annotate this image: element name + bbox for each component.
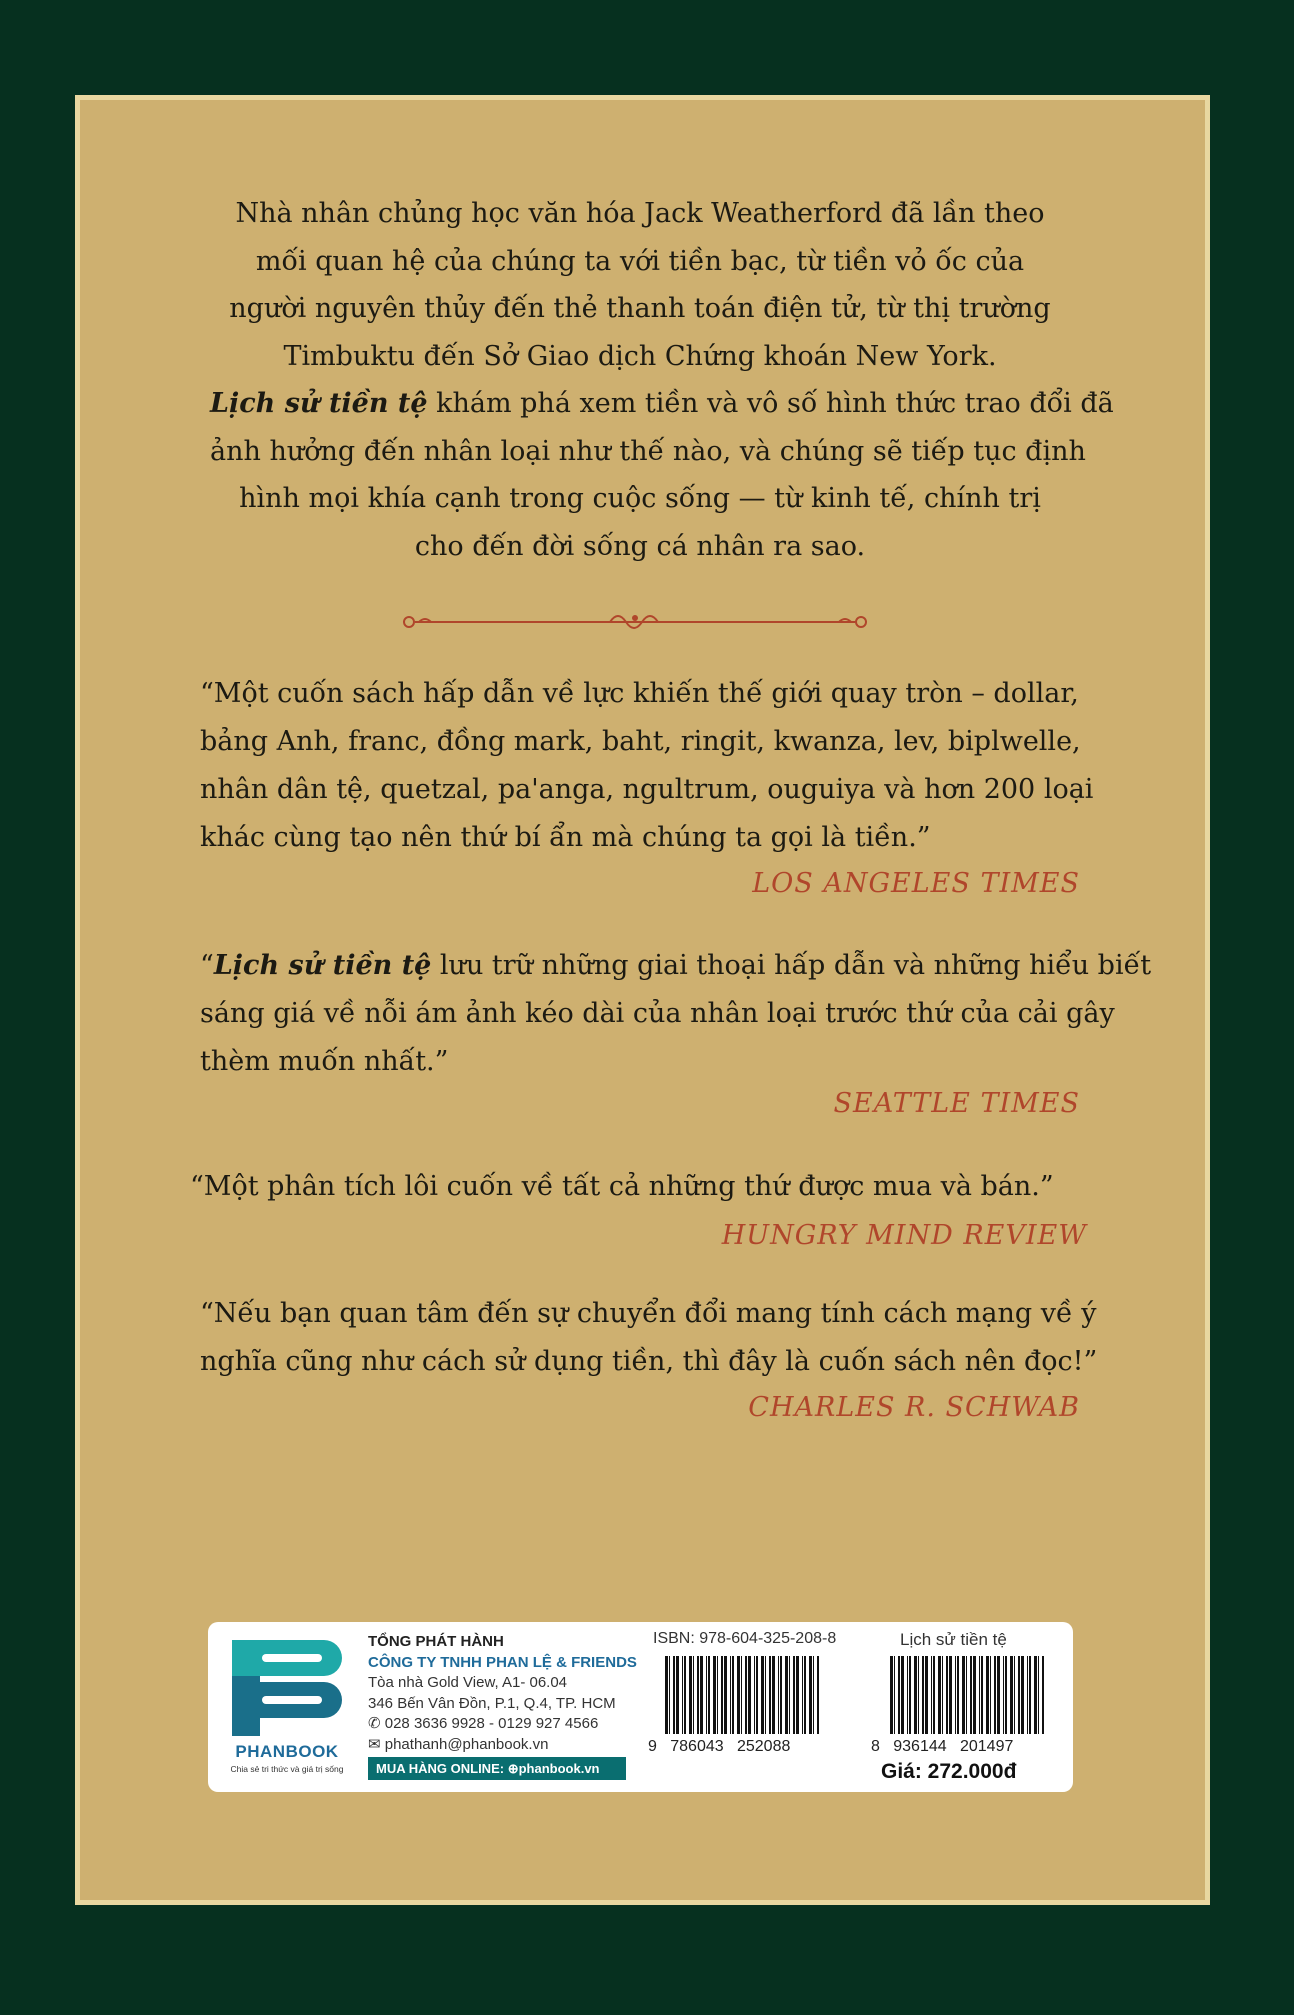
barcode-bar: [933, 1656, 935, 1734]
blurb-line: cho đến đời sống cá nhân ra sao.: [414, 530, 866, 562]
review-line: khác cùng tạo nên thứ bí ẩn mà chúng ta gọi là tiền.”: [200, 822, 931, 853]
barcode-bar: [962, 1656, 965, 1734]
barcode-bar: [909, 1656, 911, 1734]
online-label: MUA HÀNG ONLINE:: [376, 1761, 505, 1776]
barcode-bar: [761, 1656, 764, 1734]
brand-name: PHANBOOK: [235, 1742, 339, 1761]
barcode-bar: [717, 1656, 718, 1734]
barcode-bar: [957, 1656, 959, 1734]
review-source: HUNGRY MIND REVIEW: [721, 1220, 1087, 1251]
blurb-line: Nhà nhân chủng học văn hóa Jack Weatherford đã lần theo: [235, 198, 1045, 229]
product-barcode: [888, 1656, 1048, 1734]
phone-number: 028 3636 9928 - 0129 927 4566: [384, 1715, 599, 1732]
barcode-digit: 936144: [893, 1738, 947, 1755]
review-line: sáng giá về nỗi ám ảnh kéo dài của nhân loại trước thứ của cải gây: [200, 998, 1115, 1029]
barcode-bar: [745, 1656, 747, 1734]
distributor-info: [368, 1632, 637, 1755]
company-name: CÔNG TY TNHH PHAN LỆ & FRIENDS: [368, 1653, 637, 1671]
barcode-bar: [793, 1656, 795, 1734]
mail-icon: ✉: [368, 1735, 385, 1753]
online-shop-banner: [368, 1757, 626, 1780]
barcode-bar: [804, 1656, 806, 1734]
barcode-bar: [817, 1656, 819, 1734]
barcode-bar: [785, 1656, 788, 1734]
barcode-bar: [769, 1656, 771, 1734]
quote-mark: “: [200, 950, 214, 981]
review-line: nghĩa cũng như cách sử dụng tiền, thì đây là cuốn sách nên đọc!”: [200, 1346, 1098, 1377]
barcode-bar: [700, 1656, 703, 1734]
phone-icon: ✆: [368, 1715, 385, 1732]
barcode-bar: [732, 1656, 734, 1734]
address-line: 346 Bến Vân Đồn, P.1, Q.4, TP. HCM: [368, 1694, 616, 1712]
blurb-line: Timbuktu đến Sở Giao dịch Chứng khoán New York.: [283, 340, 997, 372]
barcode-bar: [1038, 1656, 1039, 1734]
blurb-line: [210, 380, 1114, 428]
barcode-bar: [813, 1656, 814, 1734]
barcode-bar: [894, 1656, 895, 1734]
barcode-bar: [665, 1656, 668, 1734]
review-1: [200, 670, 1094, 862]
barcode-bar: [708, 1656, 710, 1734]
phanbook-logo-icon: [222, 1634, 352, 1744]
brand-tagline: Chia sẻ tri thức và giá trị sống: [230, 1764, 344, 1774]
barcode-bar: [997, 1656, 1000, 1734]
barcode-bar: [1042, 1656, 1044, 1734]
review-line: “Một cuốn sách hấp dẫn về lực khiến thế giới quay tròn – dollar,: [200, 678, 1079, 709]
barcode-bar: [986, 1656, 989, 1734]
barcode-bar: [754, 1656, 755, 1734]
blurb-line: mối quan hệ của chúng ta với tiền bạc, từ tiền vỏ ốc của: [255, 245, 1025, 277]
review-line: [200, 942, 1152, 990]
barcode-digit: 8: [871, 1738, 880, 1755]
barcode-bar: [772, 1656, 775, 1734]
barcode-bar: [684, 1656, 686, 1734]
barcode-bar: [673, 1656, 675, 1734]
barcode-bar: [693, 1656, 694, 1734]
blurb-book-title: Lịch sử tiền tệ: [210, 388, 428, 419]
cover-panel: [75, 95, 1210, 1905]
barcode-bar: [898, 1656, 900, 1734]
barcode-digit: 201497: [959, 1738, 1014, 1755]
barcode-bar: [796, 1656, 799, 1734]
review-3: [190, 1163, 1080, 1211]
review-line: thèm muốn nhất.”: [200, 1046, 449, 1077]
barcode-bar: [1029, 1656, 1031, 1734]
barcode-bar: [730, 1656, 731, 1734]
barcode-bar: [706, 1656, 707, 1734]
review-source: LOS ANGELES TIMES: [752, 868, 1080, 899]
blurb-line: ảnh hưởng đến nhân loại như thế nào, và chúng sẽ tiếp tục định: [210, 435, 1086, 467]
barcode-digits: [871, 1738, 1013, 1756]
blurb-line: hình mọi khía cạnh trong cuộc sống — từ kinh tế, chính trị: [239, 483, 1041, 514]
review-4: [200, 1290, 1098, 1386]
review-line: nhân dân tệ, quetzal, pa'anga, ngultrum, ouguiya và hơn 200 loại: [200, 774, 1094, 805]
barcode-digit: 9: [648, 1738, 657, 1755]
phone-line: [368, 1714, 628, 1735]
barcode-bar: [1010, 1656, 1013, 1734]
review-source: SEATTLE TIMES: [833, 1088, 1080, 1119]
barcode-bar: [748, 1656, 751, 1734]
publisher-label: [208, 1622, 1073, 1792]
barcode-bar: [914, 1656, 917, 1734]
address-line: Tòa nhà Gold View, A1- 06.04: [368, 1674, 568, 1691]
barcode-bar: [922, 1656, 924, 1734]
barcode-bar: [1021, 1656, 1024, 1734]
barcode-bar: [981, 1656, 983, 1734]
barcode-bar: [955, 1656, 956, 1734]
blurb-line: người nguyên thủy đến thẻ thanh toán điện tử, từ thị trường: [229, 293, 1051, 324]
barcode-bar: [1003, 1656, 1004, 1734]
barcode-bar: [756, 1656, 758, 1734]
barcode-bar: [994, 1656, 996, 1734]
barcode-bar: [938, 1656, 941, 1734]
phanbook-logo: [222, 1634, 352, 1782]
barcode-bar: [931, 1656, 932, 1734]
barcode-bar: [890, 1656, 893, 1734]
barcode-bar: [946, 1656, 948, 1734]
email-line: [368, 1735, 628, 1756]
barcode-bar: [1014, 1656, 1015, 1734]
barcode-bar: [1027, 1656, 1028, 1734]
barcode-bar: [809, 1656, 812, 1734]
barcode-bar: [949, 1656, 952, 1734]
barcode-bar: [990, 1656, 991, 1734]
review-line: bảng Anh, franc, đồng mark, baht, ringit, kwanza, lev, biplwelle,: [200, 726, 1081, 757]
barcode-bar: [676, 1656, 679, 1734]
barcode-bar: [907, 1656, 908, 1734]
barcode-digit: 252088: [736, 1738, 791, 1755]
blurb-line-rest: khám phá xem tiền và vô số hình thức trao đổi đã: [427, 388, 1114, 419]
barcode-bar: [682, 1656, 683, 1734]
barcode-bar: [741, 1656, 742, 1734]
barcode-bar: [1005, 1656, 1007, 1734]
barcode-bar: [724, 1656, 727, 1734]
barcode-bar: [973, 1656, 976, 1734]
barcode-bar: [970, 1656, 972, 1734]
barcode-bar: [737, 1656, 740, 1734]
barcode-bar: [689, 1656, 692, 1734]
isbn-text: ISBN: 978-604-325-208-8: [653, 1630, 837, 1647]
barcode-bar: [925, 1656, 928, 1734]
barcode-digit: 786043: [670, 1738, 724, 1755]
barcode-bar: [1034, 1656, 1037, 1734]
review-line-rest: lưu trữ những giai thoại hấp dẫn và những hiểu biết: [431, 950, 1152, 981]
review-source: CHARLES R. SCHWAB: [748, 1392, 1080, 1423]
globe-icon: ⊕: [507, 1761, 519, 1776]
barcode-digits: [648, 1738, 790, 1756]
review-line: “Một phân tích lôi cuốn về tất cả những thứ được mua và bán.”: [190, 1171, 1054, 1202]
barcode-bar: [780, 1656, 782, 1734]
barcode-bar: [918, 1656, 919, 1734]
barcode-bar: [979, 1656, 980, 1734]
barcode-bar: [802, 1656, 803, 1734]
label-title: Lịch sử tiền tệ: [900, 1630, 1007, 1649]
isbn-barcode: [663, 1656, 823, 1734]
review-line: “Nếu bạn quan tâm đến sự chuyển đổi mang tính cách mạng về ý: [200, 1298, 1097, 1329]
ornament-divider-icon: [395, 610, 875, 634]
barcode-bar: [789, 1656, 790, 1734]
email-address: phathanh@phanbook.vn: [384, 1735, 549, 1753]
online-site: phanbook.vn: [518, 1761, 600, 1776]
book-blurb: [210, 190, 1114, 570]
barcode-bar: [778, 1656, 779, 1734]
barcode-bar: [721, 1656, 723, 1734]
review-book-title: Lịch sử tiền tệ: [213, 950, 432, 981]
barcode-bar: [1018, 1656, 1020, 1734]
barcode-bar: [765, 1656, 766, 1734]
review-2: [200, 942, 1152, 1086]
barcode-bar: [942, 1656, 943, 1734]
barcode-bar: [669, 1656, 670, 1734]
barcode-bar: [697, 1656, 699, 1734]
price: Giá: 272.000đ: [881, 1760, 1017, 1783]
barcode-bar: [966, 1656, 967, 1734]
barcode-bar: [713, 1656, 716, 1734]
distributor-heading: TỔNG PHÁT HÀNH: [368, 1633, 504, 1650]
barcode-bar: [901, 1656, 904, 1734]
